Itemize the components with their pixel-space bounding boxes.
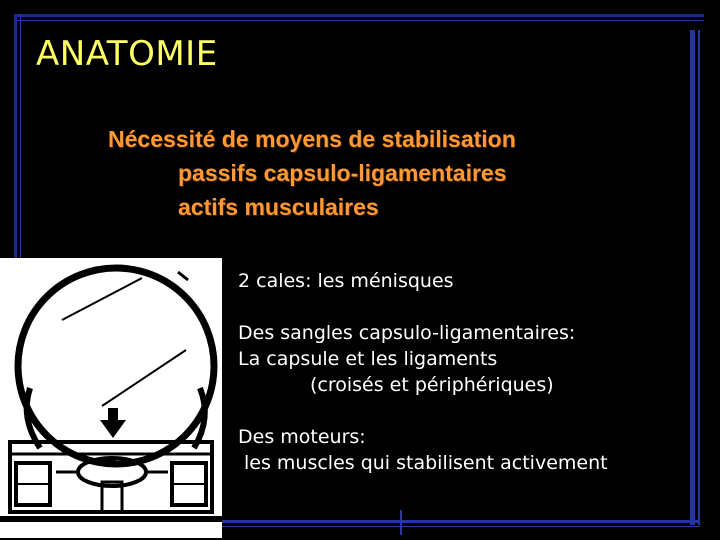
item-moteurs-line: les muscles qui stabilisent activement: [244, 452, 608, 474]
item-sangles-heading: Des sangles capsulo-ligamentaires:: [238, 322, 576, 344]
item-sangles-line: La capsule et les ligaments: [238, 348, 498, 370]
content-list: [238, 268, 608, 476]
intro-line-1: Nécessité de moyens de stabilisation: [108, 126, 516, 152]
frame-line-right-inner: [698, 30, 700, 525]
tanker-truck-icon: [0, 258, 222, 538]
frame-line-bottom-inner: [220, 526, 700, 527]
frame-line-bottom: [220, 520, 700, 523]
frame-line-top: [14, 14, 704, 17]
item-sangles-detail: (croisés et périphériques): [310, 374, 554, 396]
frame-line-bottom-tick: [400, 510, 402, 535]
spacer: [238, 398, 608, 424]
intro-line-2: passifs capsulo-ligamentaires: [178, 160, 507, 186]
item-menisques: 2 cales: les ménisques: [238, 270, 454, 292]
frame-line-right: [690, 30, 695, 525]
spacer: [238, 294, 608, 320]
intro-line-3: actifs musculaires: [178, 194, 379, 220]
intro-text: [108, 122, 516, 224]
frame-line-top-inner: [14, 20, 704, 21]
item-moteurs-heading: Des moteurs:: [238, 426, 366, 448]
slide-title: ANATOMIE: [36, 34, 218, 74]
